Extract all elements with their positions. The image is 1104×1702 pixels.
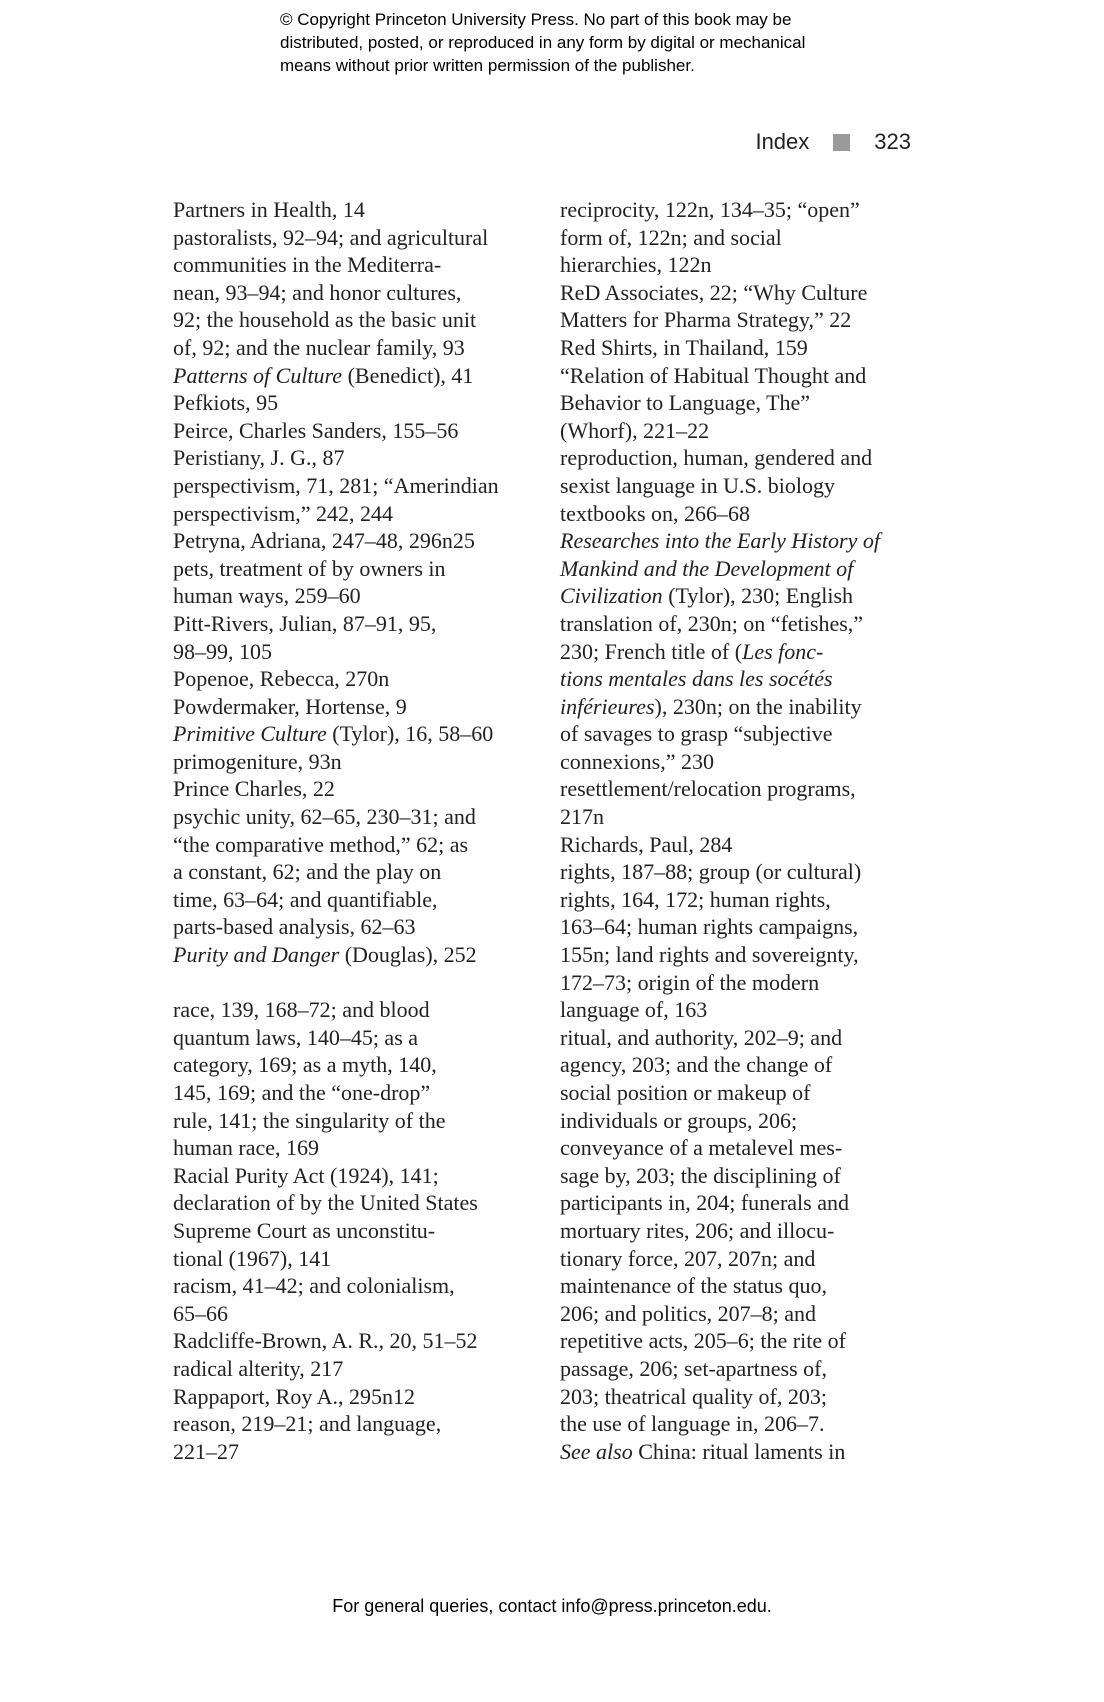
index-entry-line: Patterns of Culture (Benedict), 41 (173, 362, 474, 388)
copyright-line: means without prior written permission of the publisher. (280, 56, 695, 75)
index-entry (173, 803, 533, 941)
index-entry-line: Richards, Paul, 284 (560, 831, 733, 857)
index-entry-line: 203; theatrical quality of, 203; (560, 1383, 827, 1409)
index-entry-line: 163–64; human rights campaigns, (560, 914, 859, 940)
index-entry-line: 172–73; origin of the modern (560, 969, 820, 995)
index-entry-line: 217n (560, 804, 604, 830)
index-entry-line: resettlement/relocation programs, (560, 776, 856, 802)
index-entry-line: time, 63–64; and quantifiable, (173, 886, 438, 912)
index-entry-line: perspectivism,” 242, 244 (173, 500, 393, 526)
index-entry-line: 145, 169; and the “one-drop” (173, 1080, 431, 1105)
index-entry (560, 334, 920, 362)
index-entry-line: of, 92; and the nuclear family, 93 (173, 334, 465, 360)
index-entry (560, 279, 920, 334)
index-entry-line: “Relation of Habitual Thought and (560, 362, 867, 388)
copyright-line: distributed, posted, or reproduced in any form by digital or mechanical (280, 33, 806, 52)
index-entry-line: quantum laws, 140–45; as a (173, 1024, 419, 1050)
index-entry-line: 65–66 (173, 1300, 228, 1326)
index-entry-line: nean, 93–94; and honor cultures, (173, 279, 462, 305)
page-number: 323 (874, 129, 911, 154)
index-entry-line: Primitive Culture (Tylor), 16, 58–60 (173, 721, 494, 747)
section-title: Index (755, 129, 810, 154)
index-entry-line: ReD Associates, 22; “Why Culture (560, 279, 868, 305)
index-entry-line: repetitive acts, 205–6; the rite of (560, 1328, 846, 1354)
index-entry-line: Powdermaker, Hortense, 9 (173, 693, 407, 719)
index-entry (173, 693, 533, 721)
index-entry-line: Pefkiots, 95 (173, 390, 279, 416)
index-entry (173, 748, 533, 776)
index-entry-line: human ways, 259–60 (173, 583, 361, 609)
index-entry-line: (Whorf), 221–22 (560, 417, 710, 443)
index-entry (560, 196, 920, 279)
index-column-left (173, 196, 533, 1465)
index-entry-line: Petryna, Adriana, 247–48, 296n25 (173, 528, 475, 554)
index-entry (560, 527, 920, 775)
index-entry-line: Mankind and the Development of (560, 555, 854, 581)
index-entry-line: social position or makeup of (560, 1080, 811, 1105)
index-entry (560, 858, 920, 1024)
index-entry-line: 230; French title of (Les fonc- (560, 638, 824, 664)
index-entry (173, 389, 533, 417)
index-entry-line: individuals or groups, 206; (560, 1107, 798, 1133)
index-entry (560, 775, 920, 830)
copyright-notice (280, 8, 920, 77)
index-entry-line: primogeniture, 93n (173, 748, 342, 774)
index-entry-line: conveyance of a metalevel mes- (560, 1135, 843, 1161)
index-entry-line: rule, 141; the singularity of the (173, 1107, 446, 1133)
index-entry-line: the use of language in, 206–7. (560, 1411, 825, 1437)
index-entry-line: Popenoe, Rebecca, 270n (173, 666, 390, 692)
index-entry-line: Civilization (Tylor), 230; English (560, 583, 854, 609)
index-entry (173, 444, 533, 472)
index-entry (173, 224, 533, 362)
index-entry-line: inférieures), 230n; on the inability (560, 693, 862, 719)
index-entry-line: parts-based analysis, 62–63 (173, 914, 416, 940)
index-entry-line: tions mentales dans les socétés (560, 666, 833, 692)
index-entry-line: reproduction, human, gendered and (560, 445, 873, 471)
index-entry-line: sage by, 203; the disciplining of (560, 1162, 841, 1188)
square-ornament-icon (833, 134, 850, 151)
index-entry-line: translation of, 230n; on “fetishes,” (560, 610, 864, 636)
index-entry-line: form of, 122n; and social (560, 224, 782, 250)
index-entry (173, 1383, 533, 1411)
letter-group-gap (173, 969, 533, 997)
index-entry-line: Racial Purity Act (1924), 141; (173, 1162, 439, 1188)
index-entry-line: communities in the Mediterra- (173, 252, 442, 278)
index-entry (173, 417, 533, 445)
index-entry-line: reason, 219–21; and language, (173, 1411, 442, 1437)
index-entry (173, 1327, 533, 1355)
index-entry-line: sexist language in U.S. biology (560, 472, 835, 498)
index-entry-line: radical alterity, 217 (173, 1355, 344, 1381)
index-entry-line: Pitt-Rivers, Julian, 87–91, 95, (173, 610, 437, 636)
index-entry-line: a constant, 62; and the play on (173, 859, 442, 885)
index-entry (560, 444, 920, 527)
index-entry-line: Supreme Court as unconstitu- (173, 1217, 436, 1243)
index-entry-line: Purity and Danger (Douglas), 252 (173, 942, 477, 968)
index-entry-line: rights, 187–88; group (or cultural) (560, 859, 862, 885)
index-entry (173, 665, 533, 693)
index-entry-line: perspectivism, 71, 281; “Amerindian (173, 472, 499, 498)
index-entry-line: ritual, and authority, 202–9; and (560, 1024, 843, 1050)
index-entry (173, 1162, 533, 1272)
index-entry-line: Peristiany, J. G., 87 (173, 445, 345, 471)
index-entry-line: reciprocity, 122n, 134–35; “open” (560, 197, 860, 222)
index-entry-line: of savages to grasp “subjective (560, 721, 833, 747)
index-entry-line: Radcliffe-Brown, A. R., 20, 51–52 (173, 1328, 478, 1354)
index-entry (173, 720, 533, 748)
index-entry-line: See also China: ritual laments in (560, 1438, 846, 1464)
index-entry-line: passage, 206; set-apartness of, (560, 1355, 827, 1381)
index-entry-line: hierarchies, 122n (560, 252, 712, 278)
index-entry-line: pets, treatment of by owners in (173, 555, 446, 581)
index-entry-line: textbooks on, 266–68 (560, 500, 751, 526)
index-entry-line: rights, 164, 172; human rights, (560, 886, 831, 912)
running-head (755, 129, 911, 155)
index-entry-line: psychic unity, 62–65, 230–31; and (173, 804, 476, 830)
index-column-right (560, 196, 920, 1465)
index-entry-line: 98–99, 105 (173, 638, 272, 664)
index-entry (173, 1355, 533, 1383)
index-entry-line: racism, 41–42; and colonialism, (173, 1273, 455, 1299)
index-entry-line: Rappaport, Roy A., 295n12 (173, 1383, 415, 1409)
index-entry (560, 362, 920, 445)
index-entry-line: Prince Charles, 22 (173, 776, 335, 802)
index-entry-line: 155n; land rights and sovereignty, (560, 942, 859, 968)
index-entry (173, 1272, 533, 1327)
index-entry-line: human race, 169 (173, 1135, 319, 1161)
index-entry (560, 831, 920, 859)
index-entry-line: race, 139, 168–72; and blood (173, 997, 430, 1023)
index-entry-line: 92; the household as the basic unit (173, 307, 477, 333)
index-entry (173, 775, 533, 803)
index-entry-line: connexions,” 230 (560, 748, 714, 774)
index-entry-line: 221–27 (173, 1438, 239, 1464)
index-entry-line: agency, 203; and the change of (560, 1052, 833, 1078)
index-entry (173, 996, 533, 1162)
index-entry-line: Researches into the Early History of (560, 528, 880, 554)
index-entry (173, 610, 533, 665)
index-entry-line: category, 169; as a myth, 140, (173, 1052, 437, 1078)
index-entry-line: 206; and politics, 207–8; and (560, 1300, 817, 1326)
index-entry-line: Partners in Health, 14 (173, 197, 365, 222)
index-entry-line: participants in, 204; funerals and (560, 1190, 849, 1216)
index-entry-line: pastoralists, 92–94; and agricultural (173, 224, 489, 250)
index-entry-line: tionary force, 207, 207n; and (560, 1245, 816, 1271)
index-entry-line: Matters for Pharma Strategy,” 22 (560, 307, 852, 333)
index-entry-line: tional (1967), 141 (173, 1245, 332, 1271)
index-entry (173, 941, 533, 969)
index-entry (173, 472, 533, 527)
index-entry-line: Behavior to Language, The” (560, 390, 811, 416)
copyright-line: © Copyright Princeton University Press. No part of this book may be (280, 10, 792, 29)
index-entry-line: “the comparative method,” 62; as (173, 831, 469, 857)
index-entry-line: maintenance of the status quo, (560, 1273, 827, 1299)
index-entry (173, 362, 533, 390)
index-entry (173, 527, 533, 555)
footer-contact: For general queries, contact info@press.princeton.edu. (332, 1596, 772, 1616)
index-entry (173, 555, 533, 610)
index-entry-line: Red Shirts, in Thailand, 159 (560, 334, 808, 360)
index-entry-line: language of, 163 (560, 997, 708, 1023)
index-entry-line: mortuary rites, 206; and illocu- (560, 1217, 835, 1243)
index-entry (173, 196, 533, 224)
index-entry (560, 1024, 920, 1466)
index-entry-line: declaration of by the United States (173, 1190, 478, 1216)
index-entry (173, 1410, 533, 1465)
index-entry-line: Peirce, Charles Sanders, 155–56 (173, 417, 459, 443)
